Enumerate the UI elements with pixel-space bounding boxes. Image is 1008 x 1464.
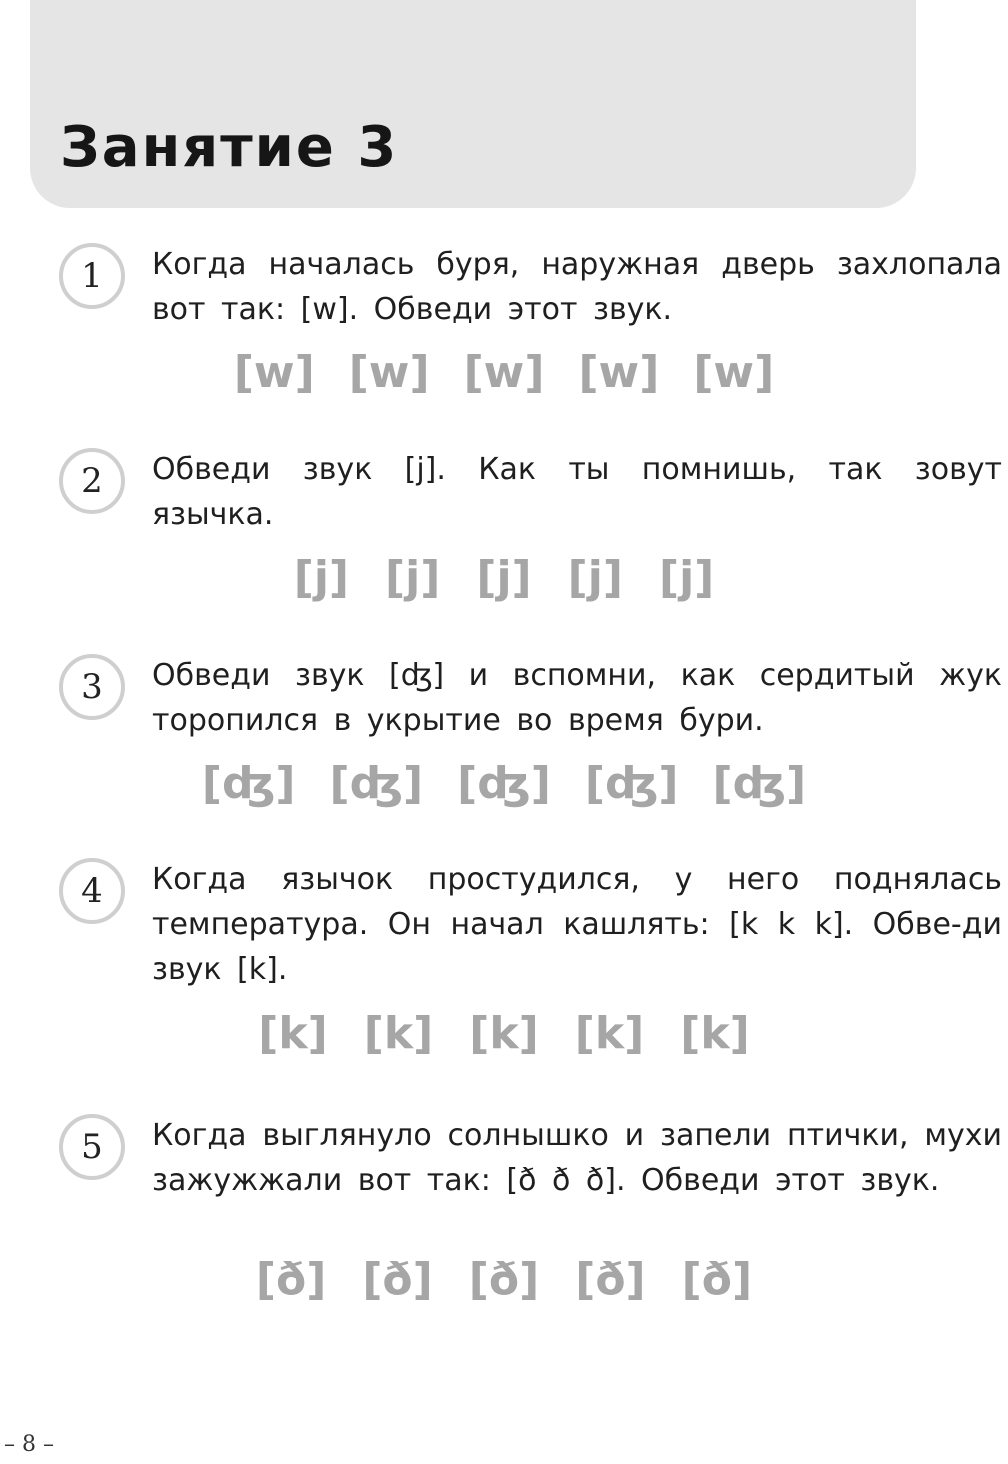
sound-option[interactable]: [ʤ] [329,758,424,809]
sound-option[interactable]: [w] [348,347,430,398]
sound-option[interactable]: [w] [233,347,315,398]
sound-option[interactable]: [k] [363,1008,434,1059]
sound-option[interactable]: [ʤ] [457,758,551,809]
task-number: 4 [59,858,125,924]
sound-option[interactable]: [ð] [681,1254,753,1305]
sound-option[interactable]: [ð] [575,1254,646,1305]
sound-row [0,756,1008,812]
sound-option[interactable]: [ð] [362,1254,433,1305]
task-number: 1 [59,243,125,309]
sound-option[interactable]: [j] [567,552,623,603]
sound-option[interactable]: [k] [469,1008,539,1059]
sound-option[interactable]: [ʤ] [201,758,296,809]
sound-option[interactable]: [w] [693,347,775,398]
page-title: Занятие 3 [60,115,399,180]
task-number: 3 [59,654,125,720]
sound-option[interactable]: [ð] [468,1254,540,1305]
task-text: Когда началась буря, наружная дверь захлопала вот так: [w]. Обведи этот звук. [152,247,1002,327]
sound-row [0,1252,1008,1308]
sound-option[interactable]: [ʤ] [712,758,807,809]
sound-option[interactable]: [k] [258,1008,328,1059]
sound-option[interactable]: [j] [385,552,441,603]
task-text: Обведи звук [j]. Как ты помнишь, так зовут язычка. [152,452,1002,532]
sound-option[interactable]: [j] [293,552,350,603]
sound-option[interactable]: [ð] [255,1254,327,1305]
sound-option[interactable]: [w] [463,347,545,398]
sound-row [0,1006,1008,1062]
sound-option[interactable]: [w] [578,347,660,398]
sound-option[interactable]: [ʤ] [584,758,679,809]
task-text: Когда язычок простудился, у него поднялась температура. Он начал кашлять: [k k k]. Обве-ди звук [k]. [152,862,1002,987]
task-text: Когда выглянуло солнышко и запели птички, мухи зажужжали вот так: [ð ð ð]. Обведи этот звук. [152,1118,1002,1198]
sound-option[interactable]: [k] [574,1008,645,1059]
sound-option[interactable]: [k] [680,1008,750,1059]
task-number: 5 [59,1114,125,1180]
sound-option[interactable]: [j] [658,552,715,603]
task-number: 2 [59,448,125,514]
sound-row [0,550,1008,606]
sound-option[interactable]: [j] [476,552,532,603]
sound-row [0,345,1008,401]
task-text: Обведи звук [ʤ] и вспомни, как сердитый жук торопился в укрытие во время бури. [152,658,1002,738]
page-number: – 8 – [4,1432,54,1457]
